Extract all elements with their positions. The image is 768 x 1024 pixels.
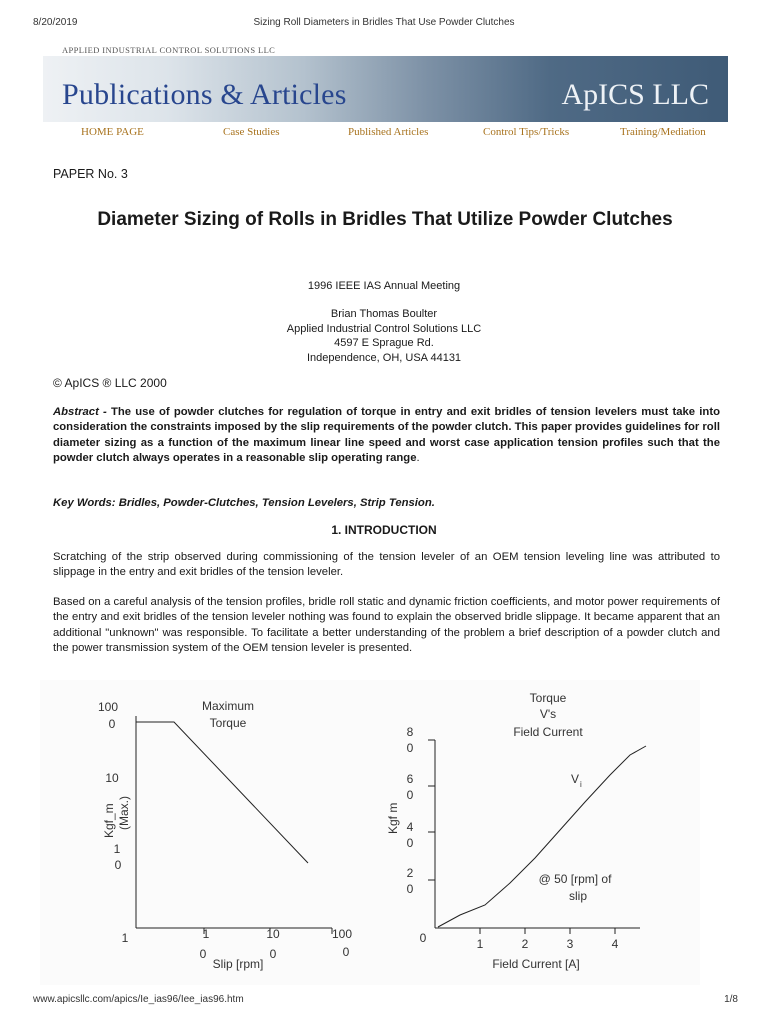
left-plot-title-line-1: Maximum <box>201 699 255 713</box>
nav-control-tips[interactable]: Control Tips/Tricks <box>483 126 570 138</box>
right-y-tick-label: 0 <box>406 788 414 802</box>
left-plot-title-line-2: Torque <box>209 716 247 730</box>
right-y-tick-label: 4 <box>406 820 414 834</box>
right-y-axis-label: Kgf m <box>386 802 400 834</box>
right-y-tick-label: 8 <box>406 725 414 739</box>
nav-home-page[interactable]: HOME PAGE <box>81 126 144 138</box>
right-x-tick-label: 1 <box>476 937 484 951</box>
left-x-tick-label: 100 <box>331 927 353 941</box>
left-x-tick-label: 0 <box>199 947 207 961</box>
left-y-axis-label-sub: (Max.) <box>117 796 131 830</box>
right-y-tick-label: 0 <box>419 931 427 945</box>
right-y-tick-label: 0 <box>406 836 414 850</box>
right-torque-curve <box>438 746 646 927</box>
left-x-tick-label: 0 <box>269 947 277 961</box>
footer-page-number: 1/8 <box>724 994 738 1005</box>
right-y-tick-label: 6 <box>406 772 414 786</box>
left-x-tick-label: 0 <box>342 945 350 959</box>
right-x-tick-label: 2 <box>521 937 529 951</box>
print-page-title: Sizing Roll Diameters in Bridles That Use Powder Clutches <box>253 17 515 28</box>
intro-paragraph-2: Based on a careful analysis of the tension profiles, bridle roll static and dynamic friction coefficients, and motor power requirements of the entry and exit bridles of the tension leveler nothing was found to explain the observed bridle slippage. It became apparent that an additional "unknown" was responsible. To facilitate a better understanding of the problem a brief description of a powder clutch and the power transmission system of the OEM tension leveler is presented. <box>53 596 720 654</box>
left-x-tick-label: 1 <box>202 927 210 941</box>
annotation-line-2: slip <box>568 889 588 903</box>
author-block <box>0 307 768 365</box>
abstract-tail: . <box>416 451 420 464</box>
right-y-tick-label: 0 <box>406 741 414 755</box>
author-affiliation: Applied Industrial Control Solutions LLC <box>286 322 482 335</box>
left-y-tick-label: 10 <box>105 771 119 785</box>
conference-name: 1996 IEEE IAS Annual Meeting <box>307 280 461 292</box>
intro-heading: 1. INTRODUCTION <box>331 523 437 537</box>
curve-label-subscript: i <box>580 780 582 789</box>
author-name: Brian Thomas Boulter <box>330 308 438 320</box>
figure-torque-plots <box>40 680 700 985</box>
curve-label: V <box>571 772 580 786</box>
nav-published-articles[interactable]: Published Articles <box>348 126 429 138</box>
right-x-tick-label: 3 <box>566 937 574 951</box>
banner-title: Publications & Articles <box>62 78 347 111</box>
brand-logo-text: ApICS LLC <box>561 78 709 111</box>
print-date: 8/20/2019 <box>33 17 78 28</box>
right-plot-title-line-2: V's <box>539 707 557 721</box>
abstract-label: Abstract - <box>53 406 107 418</box>
left-y-tick-label: 100 <box>97 700 119 714</box>
annotation-line-1: @ 50 [rpm] of <box>538 872 612 886</box>
site-nav <box>43 126 728 140</box>
left-x-tick-label: 1 <box>121 931 129 945</box>
company-name-line: APPLIED INDUSTRIAL CONTROL SOLUTIONS LLC <box>62 45 276 55</box>
left-max-torque-curve <box>136 722 308 863</box>
right-y-tick-label: 0 <box>406 882 414 896</box>
right-plot-title-line-1: Torque <box>529 691 567 705</box>
author-city: Independence, OH, USA 44131 <box>306 351 462 364</box>
nav-case-studies[interactable]: Case Studies <box>223 126 280 138</box>
left-y-tick-label: 0 <box>114 858 122 872</box>
right-x-axis-label: Field Current [A] <box>492 957 580 971</box>
right-x-tick-label: 4 <box>611 937 619 951</box>
left-y-tick-label: 1 <box>113 842 121 856</box>
nav-training-mediation[interactable]: Training/Mediation <box>620 126 706 138</box>
left-y-axis-label: Kgf_m <box>102 803 116 838</box>
intro-paragraph-1: Scratching of the strip observed during commissioning of the tension leveler of an OEM tension leveling line was attributed to slippage in the entry and exit bridles of the tension leveler. <box>53 551 720 579</box>
keywords: Key Words: Bridles, Powder-Clutches, Tension Levelers, Strip Tension. <box>53 497 435 509</box>
author-street: 4597 E Sprague Rd. <box>334 337 434 349</box>
abstract-paragraph <box>53 405 720 466</box>
right-y-tick-label: 2 <box>406 866 414 880</box>
paper-number: PAPER No. 3 <box>53 167 128 181</box>
left-x-axis-label: Slip [rpm] <box>212 957 264 971</box>
paper-title: Diameter Sizing of Rolls in Bridles That Utilize Powder Clutches <box>97 209 673 230</box>
site-banner <box>43 56 728 122</box>
left-x-tick-label: 10 <box>266 927 280 941</box>
right-plot-title-line-3: Field Current <box>513 725 583 739</box>
abstract-body: The use of powder clutches for regulation of torque in entry and exit bridles of tension levelers must take into consideration the constraints imposed by the slip requirements of the powder clutch. This paper provides guidelines for roll diameter sizing as a function of the maximum linear line speed and worst case application tension profiles such that the powder clutch always operates in a reasonable slip operating range <box>53 406 720 464</box>
footer-url: www.apicsllc.com/apics/Ie_ias96/Iee_ias96.htm <box>33 994 244 1005</box>
left-y-tick-label: 0 <box>108 717 116 731</box>
copyright-notice: © ApICS ® LLC 2000 <box>53 376 167 390</box>
figure-svg <box>40 680 700 985</box>
